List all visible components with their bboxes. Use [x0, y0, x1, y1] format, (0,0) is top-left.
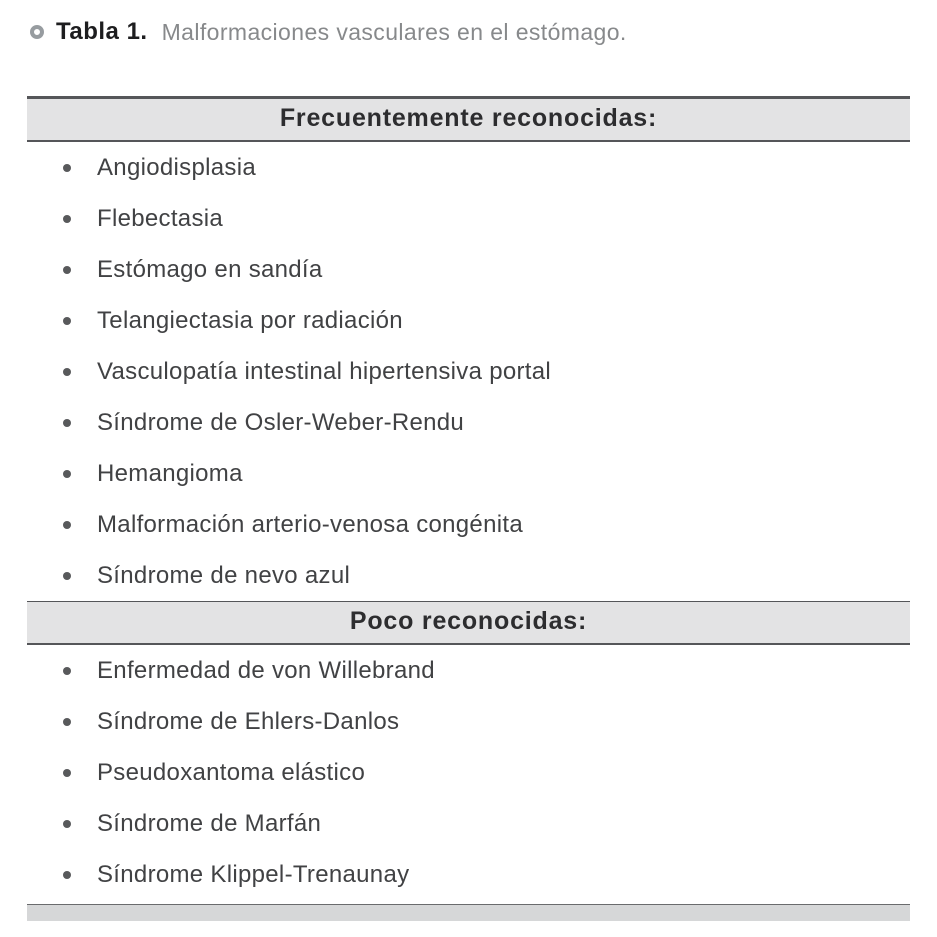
list-item-label: Angiodisplasia — [97, 153, 256, 181]
bullet-icon — [63, 317, 71, 325]
frequently-recognized-list — [27, 142, 910, 601]
list-item — [27, 346, 910, 397]
list-item — [27, 747, 910, 798]
bullet-icon — [63, 871, 71, 879]
list-item-label: Malformación arterio-venosa congénita — [97, 510, 523, 538]
list-item-label: Pseudoxantoma elástico — [97, 758, 366, 786]
section-header-frequently-recognized: Frecuentemente reconocidas: — [27, 96, 910, 142]
table-caption — [0, 0, 937, 46]
list-item — [27, 397, 910, 448]
bullet-icon — [63, 718, 71, 726]
bullet-icon — [63, 820, 71, 828]
list-item — [27, 798, 910, 849]
list-item-label: Hemangioma — [97, 459, 243, 487]
list-item — [27, 849, 910, 900]
list-item-label: Vasculopatía intestinal hipertensiva portal — [97, 357, 552, 385]
bullet-icon — [63, 368, 71, 376]
list-item — [27, 448, 910, 499]
poorly-recognized-list — [27, 645, 910, 900]
list-item — [27, 550, 910, 601]
list-item-label: Síndrome de Marfán — [97, 809, 322, 837]
bullet-icon — [63, 419, 71, 427]
list-item — [27, 696, 910, 747]
table-marker-icon — [30, 25, 44, 39]
list-item-label: Flebectasia — [97, 204, 224, 232]
vascular-malformations-table — [27, 96, 910, 921]
bullet-icon — [63, 470, 71, 478]
list-item-label: Estómago en sandía — [97, 255, 323, 283]
bullet-icon — [63, 215, 71, 223]
bullet-icon — [63, 164, 71, 172]
bullet-icon — [63, 769, 71, 777]
section-header-poorly-recognized: Poco reconocidas: — [27, 601, 910, 645]
list-item-label: Síndrome de nevo azul — [97, 561, 351, 589]
list-item — [27, 244, 910, 295]
list-item — [27, 295, 910, 346]
list-item-label: Enfermedad de von Willebrand — [97, 656, 435, 684]
bullet-icon — [63, 521, 71, 529]
table-footer-band — [27, 904, 910, 921]
table-caption-text: Malformaciones vasculares en el estómago. — [161, 18, 627, 45]
list-item-label: Síndrome de Ehlers-Danlos — [97, 707, 400, 735]
list-item-label: Telangiectasia por radiación — [97, 306, 403, 334]
table-caption-label: Tabla 1. — [56, 18, 148, 45]
list-item-label: Síndrome de Osler-Weber-Rendu — [97, 408, 465, 436]
list-item — [27, 645, 910, 696]
list-item — [27, 142, 910, 193]
list-item — [27, 193, 910, 244]
bullet-icon — [63, 572, 71, 580]
bullet-icon — [63, 266, 71, 274]
bullet-icon — [63, 667, 71, 675]
list-item-label: Síndrome Klippel-Trenaunay — [97, 860, 410, 888]
list-item — [27, 499, 910, 550]
